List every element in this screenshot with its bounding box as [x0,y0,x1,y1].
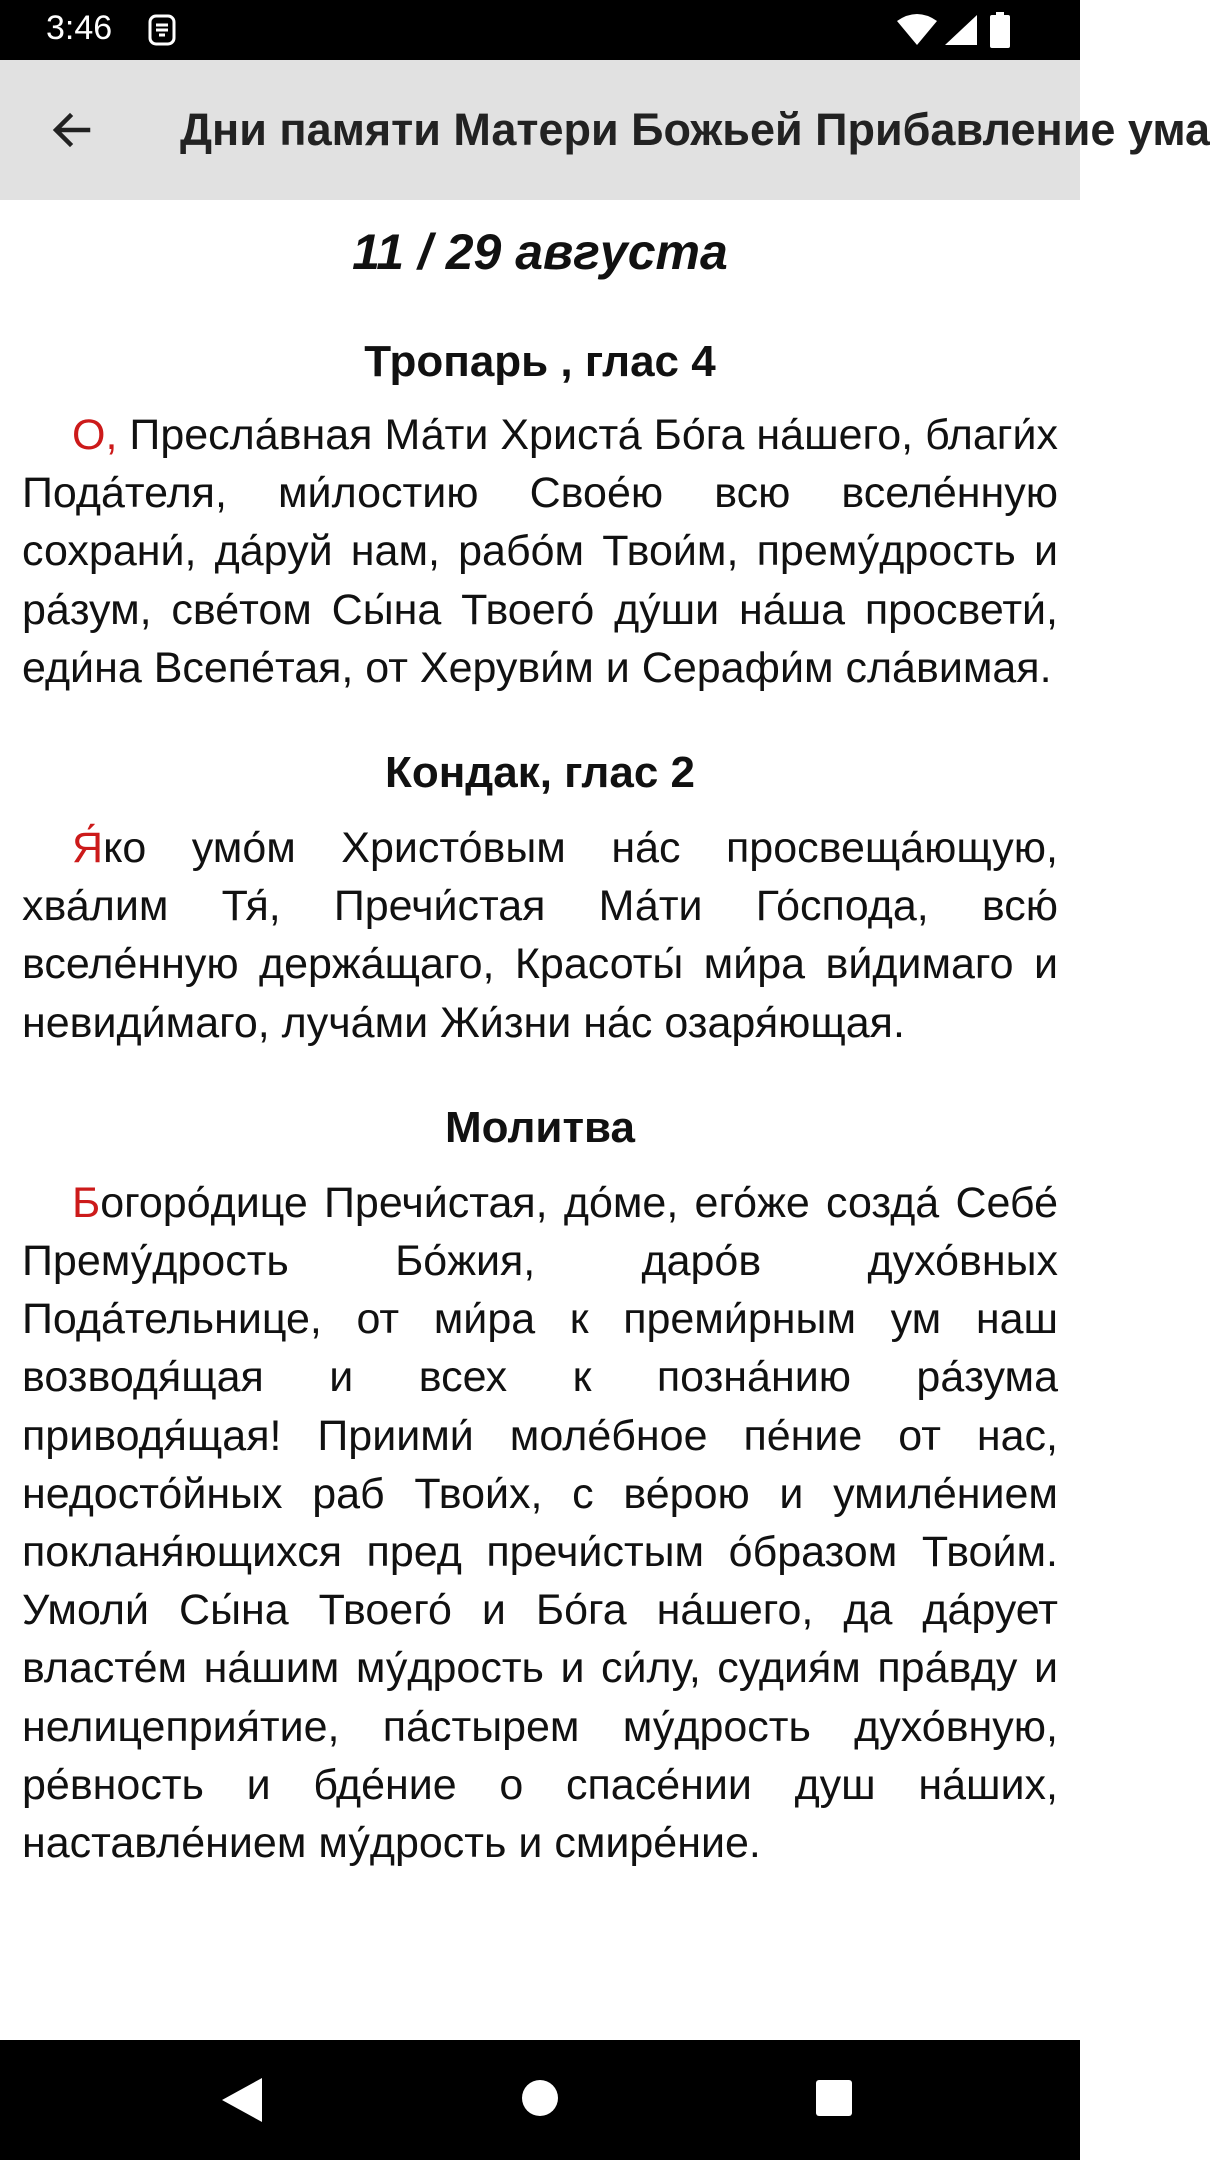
date-heading: 11 / 29 августа [352,224,728,280]
nav-home-icon[interactable] [518,2076,562,2120]
section-title-prayer: Молитва [445,1102,635,1152]
nav-back-icon[interactable] [218,2076,264,2124]
battery-icon [990,12,1010,48]
kontakion-body: ко умо́м Христо́вым на́с просвеща́ющую, хва́лим Тя́, Пречи́стая Ма́ти Го́спода, всю́ вселе́нную держа́щаго, Красоты́ ми́ра ви́димаго и невиди́маго, луча́ми Жи́зни на́с озаря́ющая. [22,824,1058,1047]
troparion-text [22,406,1058,697]
wifi-icon [896,14,938,46]
cellular-signal-icon [944,14,978,46]
section-title-troparion: Тропарь , глас 4 [364,337,716,386]
navigation-bar [0,2040,1080,2160]
arrow-left-icon [48,106,96,154]
status-time: 3:46 [46,9,113,47]
initial-letter: О, [72,411,118,459]
back-button[interactable] [36,94,108,166]
prayer-body: огоро́дице Пречи́стая, до́ме, его́же созда́ Себе́ Прему́дрость Бо́жия, даро́в духо́вных Пода́тельнице, от ми́ра к преми́рным ум наш возводя́щая и всех к позна́нию ра́зума приводя́щая! Приими́ моле́бное пе́ние от нас, недосто́йных раб Твои́х, с ве́рою и умиле́нием покланя́ющихся пред пречи́стым о́бразом Твои́м. Умоли́ Сы́на Твоего́ и Бо́га на́шего, да да́рует власте́м на́шим му́дрость и си́лу, судия́м пра́вду и нелицеприя́тие, па́стырем му́дрость духо́вную, ре́вность и бде́ние о спасе́нии душ на́ших, наставле́нием му́дрость и смире́ние. [22,1178,1058,1868]
initial-letter: Б [72,1178,101,1227]
prayer-text [22,1174,1058,1872]
scroll-content[interactable] [0,200,1080,2040]
app-bar [0,60,1210,200]
kontakion-text [22,819,1058,1052]
app-notification-icon [147,13,177,47]
status-bar [0,0,1080,60]
troparion-body: Пресла́вная Ма́ти Христа́ Бо́га на́шего, благи́х Пода́теля, ми́лостию Свое́ю всю вселе́нную сохрани́, да́руй нам, рабо́м Твои́м, прему́дрость и ра́зум, све́том Сы́на Твоего́ ду́ши на́ша просвети́, еди́на Всепе́тая, от Херуви́м и Серафи́м сла́вимая. [22,411,1058,692]
section-title-kontakion: Кондак, глас 2 [385,748,695,798]
initial-letter: Я́ [72,824,104,873]
page-title: Дни памяти Матери Божьей Прибавление ума [180,104,1210,155]
nav-recents-icon[interactable] [814,2078,854,2118]
